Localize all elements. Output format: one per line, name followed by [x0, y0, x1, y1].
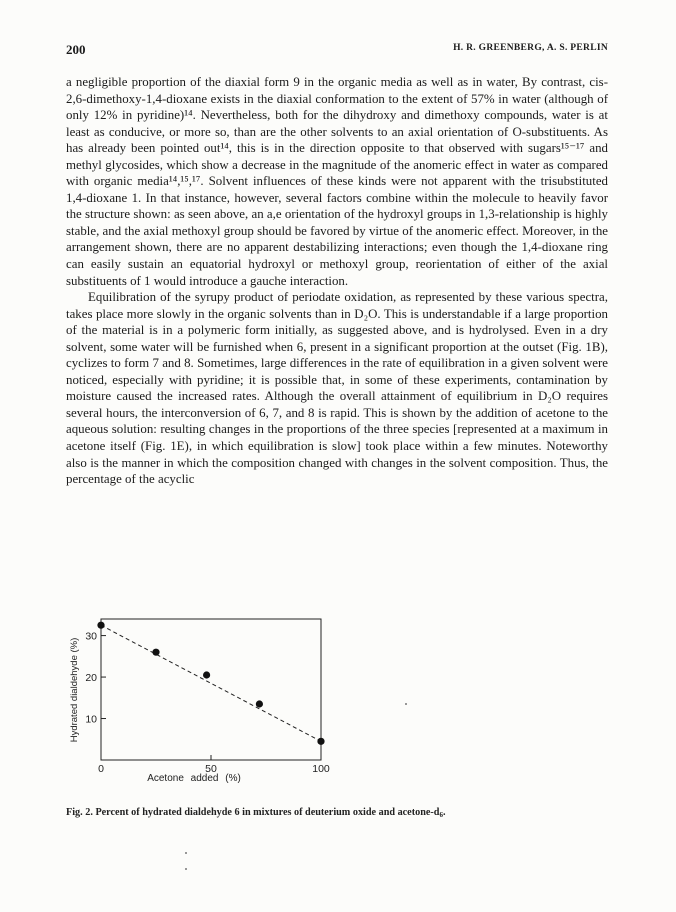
- y-tick-label: 10: [85, 713, 97, 726]
- y-axis-label: Hydrated dialdehyde (%): [69, 637, 80, 743]
- data-point: [256, 700, 263, 707]
- caption-text: Percent of hydrated dialdehyde 6 in mixtures of deuterium oxide and acetone-d: [95, 807, 440, 818]
- scatter-chart: [64, 612, 364, 797]
- paragraph-1: a negligible proportion of the diaxial form 9 in the organic media as well as in water, By contrast, cis-2,6-dimethoxy-1,4-dioxane exists in the diaxial conformation to the extent of 57% in water (although of only 12% in pyridine)¹⁴. Nevertheless, both for the dihydroxy and dimethoxy compounds, water is at least as conducive, or more so, than are the other solvents to an axial orientation of O-substituents. As has already been pointed out¹⁴, this is in the direction opposite to that observed with sugars¹⁵⁻¹⁷ and methyl glycosides, which show a decrease in the magnitude of the anomeric effect in water as compared with organic media¹⁴,¹⁵,¹⁷. Solvent influences of these kinds were not apparent with the trisubstituted 1,4-dioxane 1. In that instance, however, several factors combine within the molecule to heavily favor the structure shown: as seen above, an a,e orientation of the hydroxyl groups in 1,3-relationship is highly stable, and the axial methoxyl group should be favored by virtue of the anomeric effect. Moreover, in the arrangement shown, there are no apparent destabilizing interactions; even though the 1,4-dioxane ring can easily sustain an equatorial hydroxyl or methoxyl group, reorientation of either of the axial substituents of 1 would introduce a gauche interaction.: [66, 75, 608, 288]
- y-axis-ticks: [85, 631, 106, 726]
- x-axis-ticks: [98, 755, 330, 775]
- x-tick-label: 0: [98, 763, 104, 775]
- caption-end: .: [442, 807, 446, 818]
- figure-2: [64, 612, 364, 797]
- page-speck: [405, 703, 407, 705]
- paragraph-2: Equilibration of the syrupy product of periodate oxidation, as represented by these various spectra, takes place more slowly in the organic solvents than in D₂O. This is understandable if a large proportion of the material is in a polymeric form initially, as suggested above, and is hydrolysed. Even in a dry solvent, some water will be furnished when 6, present in a significant proportion at the outset (Fig. 1B), cyclizes to form 7 and 8. Sometimes, large differences in the rate of equilibration in a given solvent were noticed, especially with pyridine; it is possible that, in some of these experiments, contamination by moisture caused the increased rates. Although the overall attainment of equilibrium in D₂O requires several hours, the interconversion of 6, 7, and 8 is rapid. This is shown by the addition of acetone to the aqueous solution: resulting changes in the proportions of the three species [represented at a maximum in acetone itself (Fig. 1E), in which equilibration is slow] took place within a few minutes. Noteworthy also is the manner in which the composition changed with changes in the solvent composition. Thus, the percentage of the acyclic: [66, 290, 608, 487]
- figure-caption: [66, 807, 626, 818]
- x-tick-label: 50: [205, 763, 217, 775]
- caption-label: Fig. 2.: [66, 807, 93, 818]
- y-tick-label: 20: [85, 672, 97, 685]
- page-number: 200: [66, 42, 86, 57]
- data-point: [203, 671, 210, 678]
- data-point: [97, 622, 104, 629]
- x-tick-label: 100: [312, 763, 330, 775]
- page-speck: [185, 868, 187, 870]
- page-header: [66, 42, 608, 58]
- running-head: H. R. GREENBERG, A. S. PERLIN: [453, 43, 608, 53]
- data-point: [152, 649, 159, 656]
- data-point: [317, 738, 324, 745]
- trend-line: [101, 625, 321, 741]
- y-tick-label: 30: [85, 630, 97, 643]
- body-text: [66, 74, 608, 488]
- caption-subscript: 6: [439, 811, 443, 819]
- plot-frame: [101, 619, 321, 760]
- x-axis-label: Acetone added (%): [147, 773, 241, 784]
- page-speck: [185, 852, 187, 854]
